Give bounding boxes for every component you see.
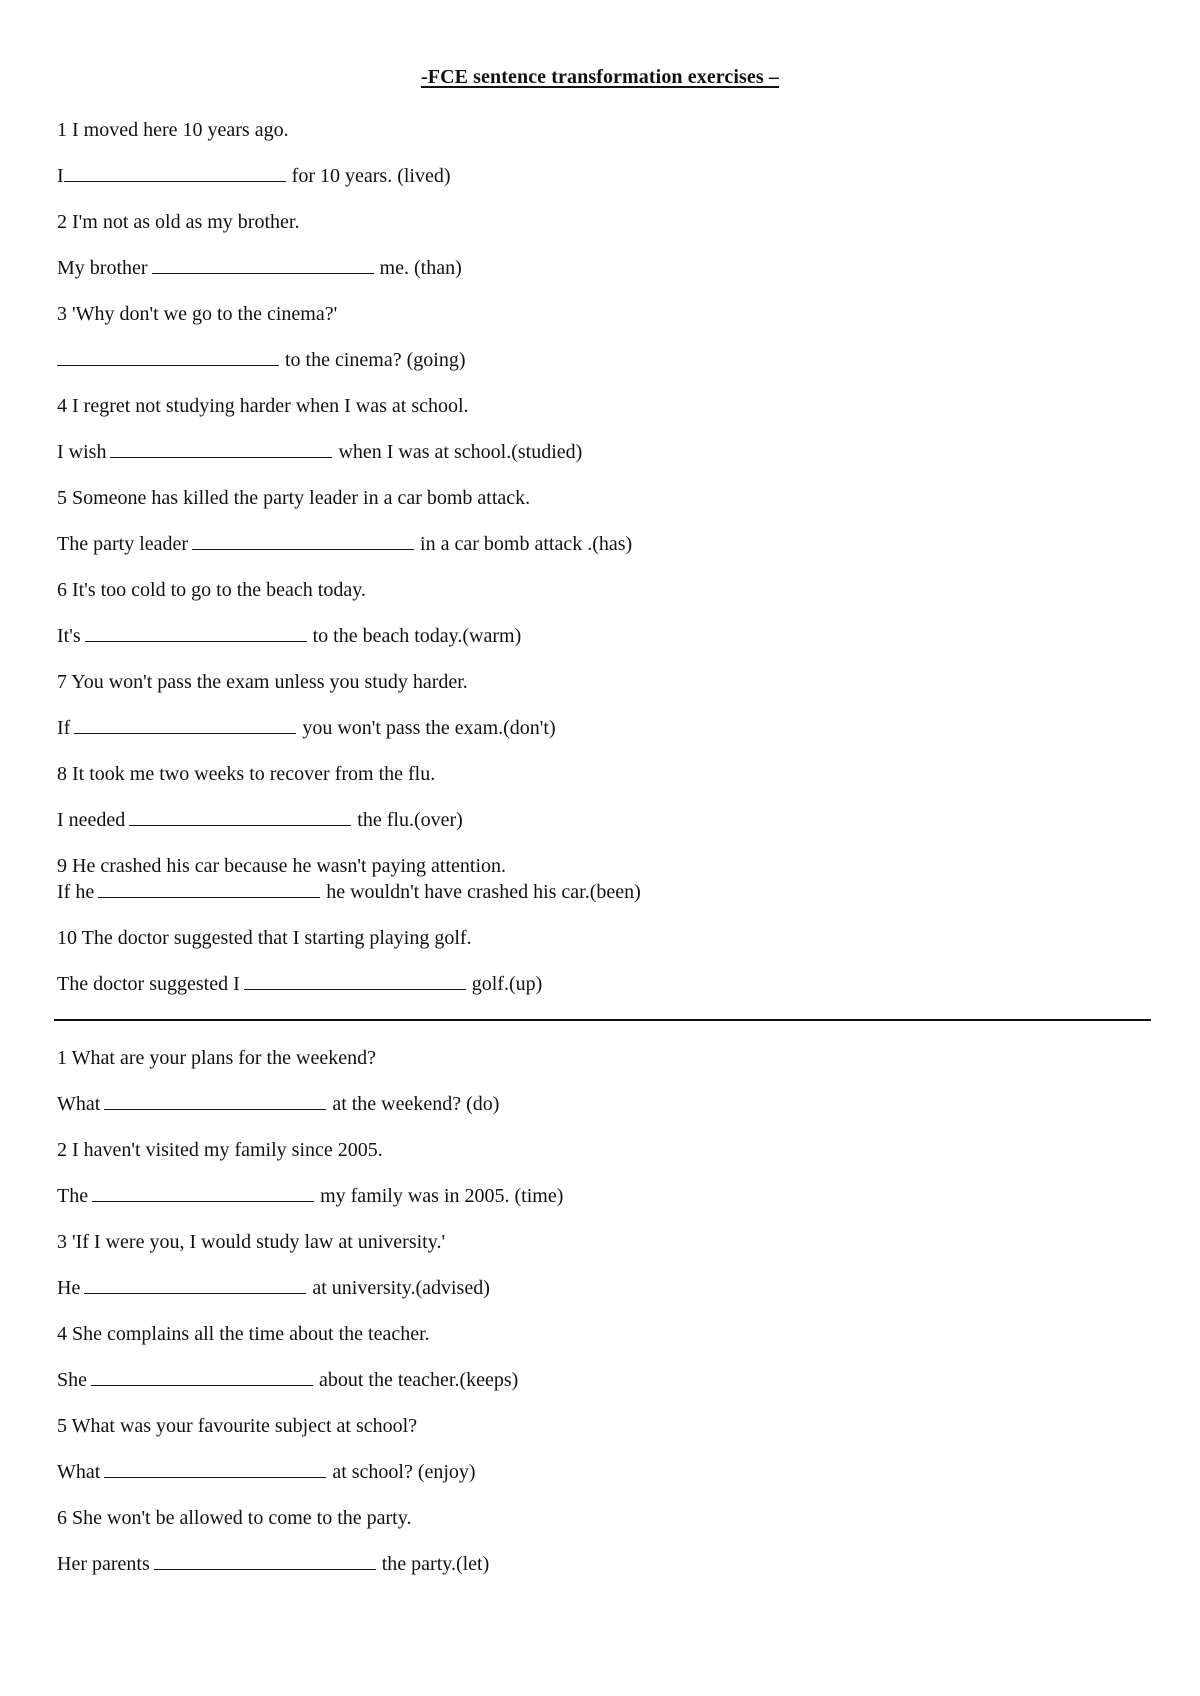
- answer-prefix: The party leader: [57, 533, 189, 555]
- answer-blank[interactable]: [104, 1460, 326, 1478]
- answer-suffix: you won't pass the exam.(don't): [302, 717, 556, 739]
- answer-line: [57, 348, 1157, 372]
- answer-line: [57, 1552, 1157, 1576]
- answer-line: [57, 1184, 1157, 1208]
- question-text: 10 The doctor suggested that I starting playing golf.: [57, 927, 472, 949]
- answer-prefix: What: [57, 1093, 101, 1115]
- answer-suffix: to the cinema? (going): [285, 349, 466, 371]
- answer-line: [57, 1276, 1157, 1300]
- question-text: 1 I moved here 10 years ago.: [57, 119, 289, 141]
- answer-suffix: the party.(let): [381, 1553, 490, 1575]
- answer-blank[interactable]: [129, 808, 351, 826]
- answer-suffix: my family was in 2005. (time): [320, 1185, 564, 1207]
- question-text: 3 'If I were you, I would study law at university.': [57, 1231, 446, 1253]
- answer-line: [57, 440, 1157, 464]
- answer-blank[interactable]: [91, 1368, 313, 1386]
- answer-prefix: If he: [57, 881, 95, 903]
- answer-line: [57, 716, 1157, 740]
- answer-prefix: My brother: [57, 257, 148, 279]
- answer-prefix: I: [57, 165, 64, 187]
- answer-blank[interactable]: [110, 440, 332, 458]
- answer-suffix: in a car bomb attack .(has): [420, 533, 633, 555]
- answer-blank[interactable]: [192, 532, 414, 550]
- answer-suffix: for 10 years. (lived): [291, 165, 451, 187]
- question-text: 2 I'm not as old as my brother.: [57, 211, 300, 233]
- answer-suffix: at school? (enjoy): [332, 1461, 476, 1483]
- question-text: 1 What are your plans for the weekend?: [57, 1047, 376, 1069]
- answer-suffix: at the weekend? (do): [332, 1093, 500, 1115]
- answer-line: [57, 880, 1157, 904]
- question-text: 6 It's too cold to go to the beach today.: [57, 579, 366, 601]
- answer-line: [57, 1368, 1157, 1392]
- question-text: 5 Someone has killed the party leader in a car bomb attack.: [57, 487, 531, 509]
- answer-prefix: She: [57, 1369, 87, 1391]
- question-text: 5 What was your favourite subject at school?: [57, 1415, 418, 1437]
- answer-line: [57, 1092, 1157, 1116]
- question-text: 6 She won't be allowed to come to the party.: [57, 1507, 412, 1529]
- page-title: -FCE sentence transformation exercises –: [421, 66, 779, 88]
- answer-line: [57, 256, 1157, 280]
- answer-blank[interactable]: [85, 624, 307, 642]
- answer-prefix: I needed: [57, 809, 126, 831]
- answer-blank[interactable]: [104, 1092, 326, 1110]
- answer-prefix: The: [57, 1185, 89, 1207]
- answer-line: [57, 808, 1157, 832]
- question-text: 8 It took me two weeks to recover from the flu.: [57, 763, 436, 785]
- answer-prefix: I wish: [57, 441, 107, 463]
- answer-blank[interactable]: [92, 1184, 314, 1202]
- answer-suffix: me. (than): [379, 257, 462, 279]
- answer-suffix: he wouldn't have crashed his car.(been): [326, 881, 641, 903]
- answer-blank[interactable]: [74, 716, 296, 734]
- exercise-section-1: [57, 118, 1157, 1018]
- question-text: 4 She complains all the time about the teacher.: [57, 1323, 430, 1345]
- answer-suffix: to the beach today.(warm): [312, 625, 522, 647]
- section-divider: [54, 1019, 1151, 1021]
- question-text: 4 I regret not studying harder when I was at school.: [57, 395, 469, 417]
- answer-suffix: at university.(advised): [312, 1277, 490, 1299]
- answer-prefix: If: [57, 717, 71, 739]
- answer-prefix: The doctor suggested I: [57, 973, 240, 995]
- question-text: 3 'Why don't we go to the cinema?': [57, 303, 338, 325]
- answer-line: [57, 164, 1157, 188]
- answer-blank[interactable]: [98, 880, 320, 898]
- question-text: 7 You won't pass the exam unless you study harder.: [57, 671, 468, 693]
- answer-blank[interactable]: [244, 972, 466, 990]
- answer-prefix: It's: [57, 625, 81, 647]
- answer-line: [57, 972, 1157, 996]
- answer-suffix: about the teacher.(keeps): [319, 1369, 519, 1391]
- answer-prefix: He: [57, 1277, 81, 1299]
- answer-line: [57, 624, 1157, 648]
- answer-blank[interactable]: [57, 348, 279, 366]
- answer-prefix: Her parents: [57, 1553, 150, 1575]
- answer-line: [57, 532, 1157, 556]
- answer-blank[interactable]: [64, 164, 286, 182]
- question-text: 2 I haven't visited my family since 2005.: [57, 1139, 383, 1161]
- answer-blank[interactable]: [152, 256, 374, 274]
- answer-suffix: when I was at school.(studied): [338, 441, 583, 463]
- answer-line: [57, 1460, 1157, 1484]
- exercise-section-2: [57, 1046, 1157, 1598]
- answer-blank[interactable]: [154, 1552, 376, 1570]
- answer-prefix: What: [57, 1461, 101, 1483]
- question-text: 9 He crashed his car because he wasn't paying attention.: [57, 855, 506, 877]
- answer-blank[interactable]: [84, 1276, 306, 1294]
- answer-suffix: the flu.(over): [357, 809, 463, 831]
- answer-suffix: golf.(up): [471, 973, 543, 995]
